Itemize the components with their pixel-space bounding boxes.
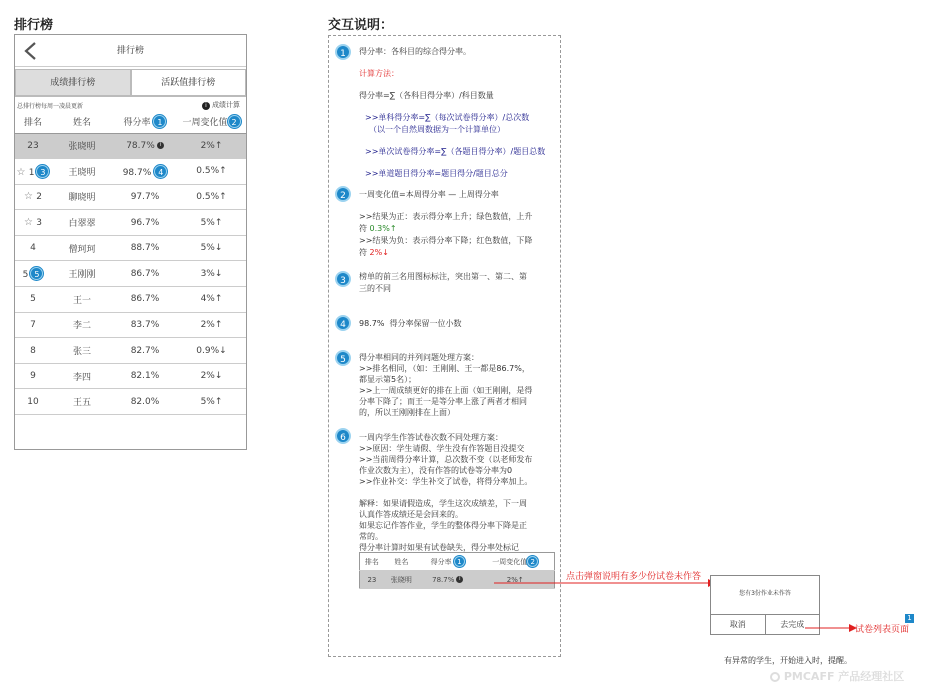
name-cell: 聊晓明 xyxy=(51,184,113,210)
score-cell: 96.7% xyxy=(113,210,177,236)
table-row xyxy=(15,184,246,210)
tab-activity-ranking[interactable]: 活跃值排行榜 xyxy=(131,69,247,96)
dialog-cancel-button[interactable]: 取消 xyxy=(711,615,766,634)
note-3-text: 榜单的前三名用图标标注，突出第一、第二、第 三的不同 xyxy=(359,272,527,293)
change-cell: 5%↑ xyxy=(177,389,246,415)
badge-4: 4 xyxy=(154,165,167,178)
change-cell: 2%↑ xyxy=(177,133,246,159)
missing-info-icon[interactable]: i xyxy=(157,142,164,149)
change-cell: 0.5%↑ xyxy=(177,159,246,185)
back-arrow-icon[interactable] xyxy=(23,42,39,60)
col-change: 一周变化值 2 xyxy=(177,111,246,133)
table-row xyxy=(15,261,246,287)
score-cell: 86.7% xyxy=(113,287,177,313)
tab-score-ranking[interactable]: 成绩排行榜 xyxy=(15,69,131,96)
goto-badge: 1 xyxy=(905,614,914,623)
score-cell: 83.7% xyxy=(113,312,177,338)
score-cell: 98.7% 4 xyxy=(113,159,177,185)
note-5-text: 得分率相同的并列问题处理方案： >>排名相同，（如：王刚刚、王一都是86.7%， 都显示第5名）； >>上一周成绩更好的排在上面（如王刚刚，是得 分率下降了；而王一是等分率上涨了两者才相同 的，所以王刚刚排在上面） xyxy=(359,353,533,417)
rank-cell: 7 xyxy=(15,312,51,338)
note-6-text: 一周内学生作答试卷次数不同处理方案： >>原因：学生请假、学生没有作答题目没提交 >>当前周得分率计算，总次数不变（以老师发布 作业次数为主），没有作答的试卷等分率为0 >>作业补交：学生补交了试卷，将得分率加上。 解释：如果请假造成，学生这次成绩差，下一周 认真作答成绩还是会回来的。 如果忘记作答作业，学生的整体得分率下降是正 常的。 得分率计算时如果有试卷缺失，得分率处标记 xyxy=(359,433,533,552)
score-cell: 82.0% xyxy=(113,389,177,415)
change-cell: 3%↓ xyxy=(177,261,246,287)
change-cell: 0.5%↑ xyxy=(177,184,246,210)
note-1-title: 得分率：各科目的综合得分率。 xyxy=(359,47,471,56)
bottom-note: 有异常的学生，开始进入时，提醒。 xyxy=(724,656,852,665)
badge-2: 2 xyxy=(335,186,351,202)
name-cell: 张晓明 xyxy=(51,133,113,159)
badge-5: 5 xyxy=(30,267,43,280)
connector-arrows xyxy=(490,570,730,650)
header-title: 排行榜 xyxy=(116,46,144,56)
table-header-row xyxy=(15,111,246,133)
col-score: 得分率 1 xyxy=(113,111,177,133)
ranking-table xyxy=(15,111,246,415)
name-cell: 王五 xyxy=(51,389,113,415)
badge-1: 1 xyxy=(153,115,166,128)
badge-3: 3 xyxy=(36,165,49,178)
table-row xyxy=(15,338,246,364)
rank-cell: ☆ 3 xyxy=(15,210,51,236)
annotation-goto: 试卷列表页面 xyxy=(855,625,910,635)
note-2-negative: >>结果为负：表示得分率下降；红色数值，下降 xyxy=(359,236,533,245)
note-4-text: 98.7% 得分率保留一位小数 xyxy=(359,319,462,328)
rank-cell: 4 xyxy=(15,235,51,261)
rank-cell: 8 xyxy=(15,338,51,364)
badge-1: 1 xyxy=(335,44,351,60)
calc-method-label: 计算方法： xyxy=(359,69,399,78)
dialog-confirm-button[interactable]: 去完成 xyxy=(780,620,805,629)
table-row xyxy=(15,312,246,338)
rank-cell: ☆ 2 xyxy=(15,184,51,210)
score-cell[interactable]: 78.7% i xyxy=(113,133,177,159)
formula-sub2: >>单次试卷得分率=∑（各题目得分率）/题目总数 xyxy=(365,147,546,156)
table-row xyxy=(15,235,246,261)
tab-bar xyxy=(15,69,246,97)
name-cell: 王晓明 xyxy=(51,159,113,185)
rank-cell: 5 xyxy=(15,287,51,313)
mini-score[interactable]: 78.7% i xyxy=(419,571,476,589)
score-cell: 86.7% xyxy=(113,261,177,287)
formula-sub3: >>单道题目得分率=题目得分/题目总分 xyxy=(365,169,508,178)
mini-col-name: 姓名 xyxy=(384,553,419,571)
note-2-positive-line2: 符 0.3%↑ xyxy=(359,224,397,233)
star-icon: ☆ xyxy=(24,191,37,203)
annotation-missing: 点击弹窗说明有多少份试卷未作答 xyxy=(566,572,702,582)
change-cell: 5%↑ xyxy=(177,210,246,236)
table-row xyxy=(15,287,246,313)
rank-cell: 9 xyxy=(15,363,51,389)
badge-2: 2 xyxy=(527,556,538,567)
col-rank: 排名 xyxy=(15,111,51,133)
mini-header-row xyxy=(360,553,555,571)
formula-sub1b: （以一个自然周数据为一个计算单位） xyxy=(369,125,505,134)
score-cell: 97.7% xyxy=(113,184,177,210)
name-cell: 僧珂珂 xyxy=(51,235,113,261)
rank-cell: 23 xyxy=(15,133,51,159)
score-cell: 82.7% xyxy=(113,338,177,364)
mini-name: 张晓明 xyxy=(384,571,419,589)
phone-mockup xyxy=(14,34,247,450)
badge-5: 5 xyxy=(335,350,351,366)
negative-example: 2%↓ xyxy=(369,248,389,257)
note-2-negative-line2: 符 2%↓ xyxy=(359,248,389,257)
mini-col-score: 得分率 1 xyxy=(419,553,476,571)
change-cell: 5%↓ xyxy=(177,235,246,261)
table-row xyxy=(15,159,246,185)
positive-example: 0.3%↑ xyxy=(369,224,397,233)
dialog-message: 您有3份作业未作答 xyxy=(739,590,791,597)
info-icon: i xyxy=(202,102,210,110)
rank-cell: ☆ 1 3 xyxy=(15,159,51,185)
table-row xyxy=(15,133,246,159)
badge-4: 4 xyxy=(335,315,351,331)
star-icon: ☆ xyxy=(16,166,29,178)
missing-info-icon[interactable]: i xyxy=(456,576,463,583)
mini-col-change: 一周变化值 2 xyxy=(476,553,554,571)
col-name: 姓名 xyxy=(51,111,113,133)
badge-1: 1 xyxy=(454,556,465,567)
right-title: 交互说明： xyxy=(328,18,394,33)
mini-change: 2%↑ xyxy=(476,571,554,589)
explanation-panel xyxy=(328,35,561,657)
watermark: PMCAFF 产品经理社区 xyxy=(770,668,904,684)
rank-cell: 10 xyxy=(15,389,51,415)
note-2-positive: >>结果为正：表示得分率上升；绿色数值，上升 xyxy=(359,212,533,221)
table-row xyxy=(15,363,246,389)
note-2-title: 一周变化值=本周得分率 — 上周得分率 xyxy=(359,190,499,199)
missing-homework-dialog xyxy=(710,575,820,635)
table-row xyxy=(15,389,246,415)
name-cell: 王刚刚 xyxy=(51,261,113,287)
formula: 得分率=∑（各科目得分率）/科目数量 xyxy=(359,91,494,100)
mini-col-rank: 排名 xyxy=(360,553,384,571)
name-cell: 张三 xyxy=(51,338,113,364)
mini-rank: 23 xyxy=(360,571,384,589)
change-cell: 2%↓ xyxy=(177,363,246,389)
badge-6: 6 xyxy=(335,428,351,444)
name-cell: 李二 xyxy=(51,312,113,338)
table-row xyxy=(15,210,246,236)
update-note: 总排行榜每周一凌晨更新 xyxy=(17,103,84,110)
name-cell: 王一 xyxy=(51,287,113,313)
score-calc-link[interactable] xyxy=(202,100,240,110)
left-title: 排行榜 xyxy=(14,18,54,33)
score-cell: 82.1% xyxy=(113,363,177,389)
badge-2: 2 xyxy=(228,115,241,128)
badge-3: 3 xyxy=(335,271,351,287)
name-cell: 白翠翠 xyxy=(51,210,113,236)
change-cell: 0.9%↓ xyxy=(177,338,246,364)
formula-sub1: >>单科得分率=∑（每次试卷得分率）/总次数 xyxy=(365,113,530,122)
phone-header xyxy=(15,35,246,67)
name-cell: 李四 xyxy=(51,363,113,389)
rank-cell: 5 5 xyxy=(15,261,51,287)
change-cell: 4%↑ xyxy=(177,287,246,313)
star-icon: ☆ xyxy=(24,217,37,229)
score-cell: 88.7% xyxy=(113,235,177,261)
score-calc-label: 成绩计算 xyxy=(212,101,240,109)
change-cell: 2%↑ xyxy=(177,312,246,338)
watermark-logo-icon xyxy=(770,672,780,682)
